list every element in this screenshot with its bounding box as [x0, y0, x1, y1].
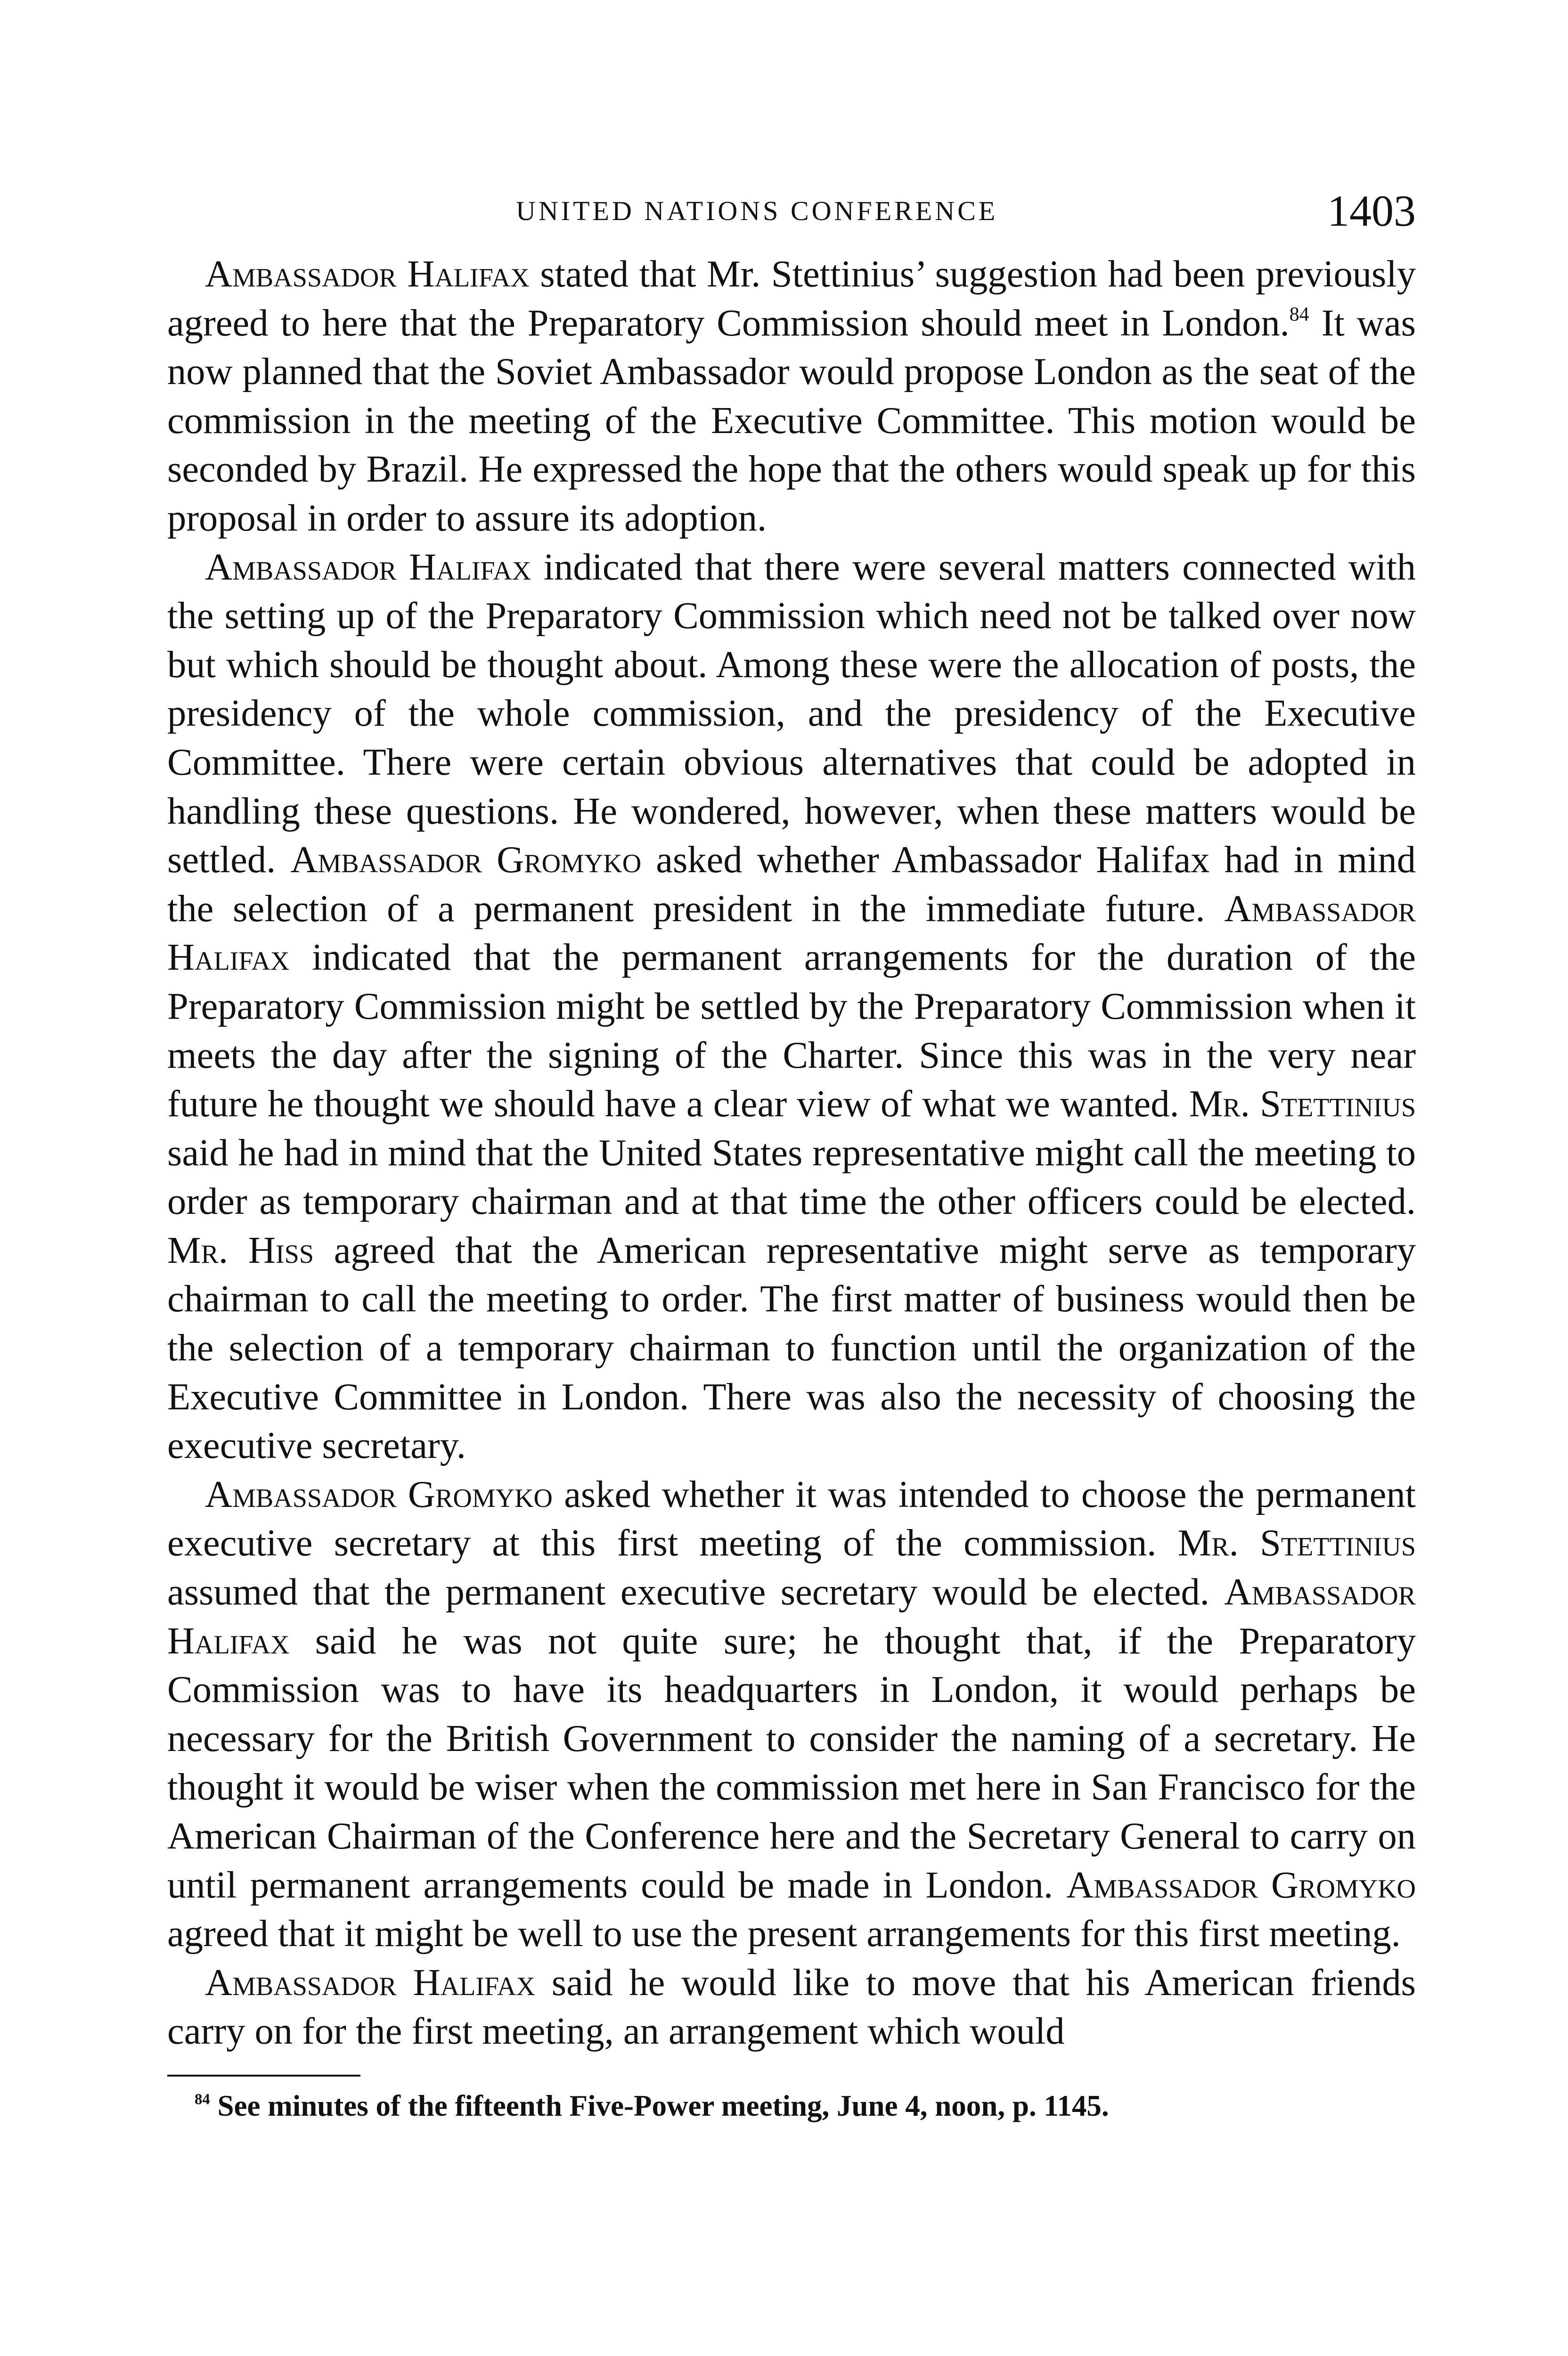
- speaker-name: Mr. Stettinius: [1177, 1522, 1416, 1564]
- speaker-name: Ambassador Gromyko: [290, 839, 642, 881]
- body-text: [167, 250, 1416, 2056]
- footnote-marker: 84: [195, 2091, 210, 2108]
- footnote-reference: 84: [1289, 303, 1309, 326]
- paragraph-text: stated that Mr. Stettinius’ suggestion had been previously agreed to here that the Preparatory Commission should meet in London.: [167, 253, 1416, 344]
- paragraph-text: indicated that there were several matters connected with the setting up of the Preparatory Commission which need not be talked over now but which should be thought about. Among these were the allocation of posts, the presidency of the whole commission, and the presidency of the Executive Committee. There were certain obvious alternatives that could be adopted in handling these questions. He wondered, however, when these matters would be settled.: [167, 546, 1416, 881]
- speaker-name: Ambassador Halifax: [205, 546, 531, 588]
- speaker-name: Ambassador Halifax: [167, 1571, 1416, 1662]
- paragraph: [167, 250, 1416, 543]
- footnote: [195, 2087, 1354, 2125]
- speaker-name: Ambassador Gromyko: [205, 1473, 553, 1515]
- document-page: [167, 188, 1416, 2125]
- footnote-text: See minutes of the fifteenth Five-Power meeting, June 4, noon, p. 1145.: [210, 2089, 1109, 2122]
- speaker-name: Ambassador Halifax: [167, 887, 1416, 979]
- paragraph: [167, 543, 1416, 1470]
- paragraph-text: agreed that it might be well to use the present arrangements for this first meeting.: [167, 1913, 1401, 1955]
- paragraph-text: It was now planned that the Soviet Ambassador would propose London as the seat of the commission in the meeting of the Executive Committee. This motion would be seconded by Brazil. He expressed the hope that the others would speak up for this proposal in order to assure its adoption.: [167, 302, 1416, 539]
- paragraph-text: assumed that the permanent executive secretary would be elected.: [167, 1571, 1225, 1613]
- speaker-name: Mr. Hiss: [167, 1229, 314, 1271]
- paragraph-text: asked whether it was intended to choose the permanent executive secretary at this first meeting of the commission.: [167, 1473, 1416, 1564]
- speaker-name: Ambassador Halifax: [205, 253, 530, 295]
- paragraph-text: said he would like to move that his American friends carry on for the first meeting, an arrangement which would: [167, 1961, 1416, 2053]
- running-title: UNITED NATIONS CONFERENCE: [516, 196, 998, 226]
- paragraph-text: said he had in mind that the United States representative might call the meeting to order as temporary chairman and at that time the other officers could be elected.: [167, 1131, 1416, 1223]
- speaker-name: Ambassador Halifax: [205, 1961, 535, 2004]
- paragraph-text: indicated that the permanent arrangements for the duration of the Preparatory Commission might be settled by the Preparatory Commission when it meets the day after the signing of the Charter. Since this was in the very near future he thought we should have a clear view of what we wanted.: [167, 936, 1416, 1125]
- paragraph-text: agreed that the American representative might serve as temporary chairman to call the meeting to order. The first matter of business would then be the selection of a temporary chairman to function until the organization of the Executive Committee in London. There was also the necessity of choosing the executive secretary.: [167, 1229, 1416, 1467]
- paragraph: [167, 1958, 1416, 2056]
- page-number: 1403: [1327, 187, 1416, 236]
- paragraph: [167, 1470, 1416, 1958]
- paragraph-text: said he was not quite sure; he thought that, if the Preparatory Commission was to have its headquarters in London, it would perhaps be necessary for the British Government to consider the naming of a secretary. He thought it would be wiser when the commission met here in San Francisco for the American Chairman of the Conference here and the Secretary General to carry on until permanent arrangements could be made in London.: [167, 1620, 1416, 1906]
- footnote-rule: [167, 2075, 360, 2077]
- speaker-name: Mr. Stettinius: [1189, 1083, 1416, 1125]
- paragraph-text: asked whether Ambassador Halifax had in mind the selection of a permanent president in the immediate future.: [167, 839, 1416, 930]
- speaker-name: Ambassador Gromyko: [1066, 1864, 1416, 1906]
- running-head: [167, 188, 1416, 250]
